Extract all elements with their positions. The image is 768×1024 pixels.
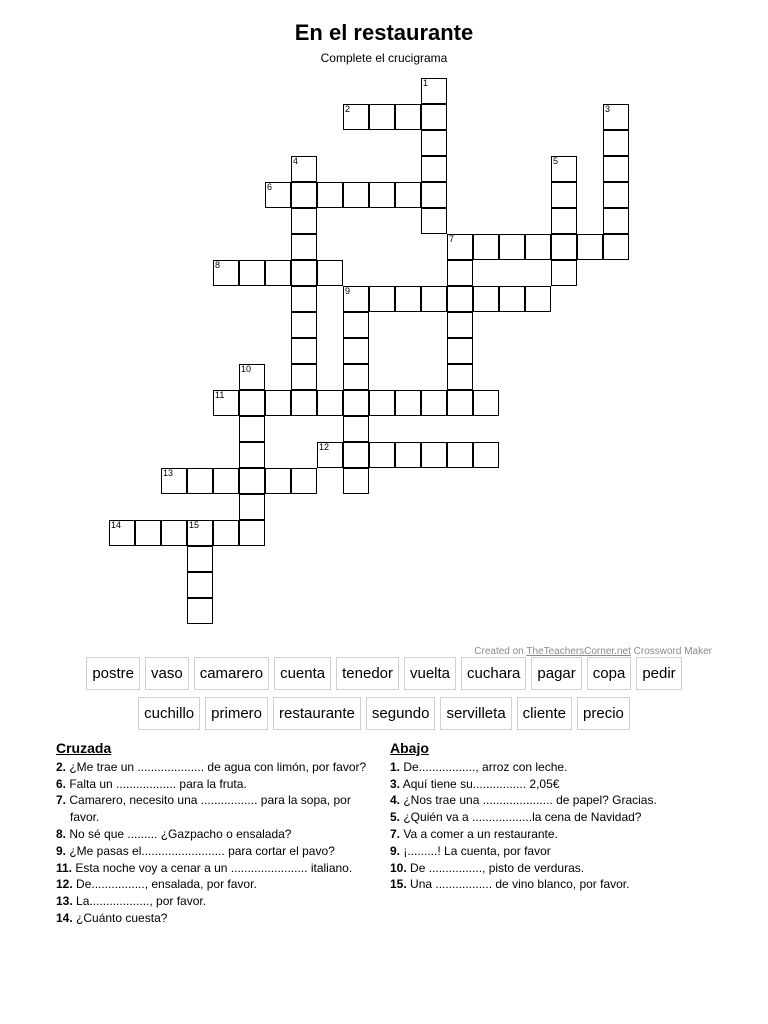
crossword-cell[interactable] bbox=[473, 390, 499, 416]
clue-number: 15 bbox=[189, 520, 200, 530]
word-bank-item: cuenta bbox=[274, 657, 331, 690]
down-clue bbox=[390, 876, 710, 893]
crossword-cell[interactable] bbox=[603, 156, 629, 182]
credit-prefix: Created on bbox=[474, 646, 527, 657]
across-heading: Cruzada bbox=[56, 740, 112, 756]
crossword-cell[interactable] bbox=[447, 234, 473, 260]
crossword-cell[interactable] bbox=[265, 468, 291, 494]
crossword-cell[interactable] bbox=[421, 442, 447, 468]
crossword-cell[interactable] bbox=[265, 260, 291, 286]
crossword-cell[interactable] bbox=[473, 234, 499, 260]
word-bank-item: segundo bbox=[366, 697, 436, 730]
crossword-cell[interactable] bbox=[343, 312, 369, 338]
crossword-cell[interactable] bbox=[161, 520, 187, 546]
crossword-cell[interactable] bbox=[447, 260, 473, 286]
clue-number: 5 bbox=[553, 156, 559, 166]
crossword-cell[interactable] bbox=[369, 104, 395, 130]
crossword-cell[interactable] bbox=[291, 182, 317, 208]
crossword-cell[interactable] bbox=[187, 468, 213, 494]
clue-number: 6 bbox=[267, 182, 273, 192]
clue-number-label: 4. bbox=[390, 793, 401, 808]
crossword-cell[interactable] bbox=[343, 104, 369, 130]
down-clue bbox=[390, 826, 710, 843]
word-bank-row-2 bbox=[0, 697, 768, 730]
across-clue bbox=[56, 893, 378, 910]
crossword-cell[interactable] bbox=[343, 442, 369, 468]
clue-number-label: 8. bbox=[56, 826, 67, 841]
page-title: En el restaurante bbox=[294, 20, 474, 45]
crossword-cell[interactable] bbox=[447, 312, 473, 338]
clue-number: 2 bbox=[345, 104, 351, 114]
crossword-cell[interactable] bbox=[291, 312, 317, 338]
crossword-cell[interactable] bbox=[421, 104, 447, 130]
word-bank-item: cuchara bbox=[461, 657, 526, 690]
clue-number-label: 11. bbox=[56, 860, 73, 875]
crossword-cell[interactable] bbox=[603, 182, 629, 208]
crossword-cell[interactable] bbox=[291, 390, 317, 416]
clue-number: 7 bbox=[449, 234, 455, 244]
crossword-cell[interactable] bbox=[369, 286, 395, 312]
clue-number-label: 14. bbox=[56, 910, 73, 925]
crossword-cell[interactable] bbox=[239, 260, 265, 286]
crossword-cell[interactable] bbox=[421, 286, 447, 312]
crossword-cell[interactable] bbox=[447, 390, 473, 416]
clue-number: 3 bbox=[605, 104, 611, 114]
crossword-cell[interactable] bbox=[395, 286, 421, 312]
crossword-cell[interactable] bbox=[343, 286, 369, 312]
crossword-cell[interactable] bbox=[343, 416, 369, 442]
word-bank-item: camarero bbox=[194, 657, 269, 690]
across-clue bbox=[56, 860, 378, 877]
clue-text: ¡.........! La cuenta, por favor bbox=[400, 843, 551, 858]
crossword-cell[interactable] bbox=[577, 234, 603, 260]
clue-number: 13 bbox=[163, 468, 174, 478]
crossword-cell[interactable] bbox=[239, 390, 265, 416]
clue-number-label: 7. bbox=[390, 826, 401, 841]
clue-number-label: 12. bbox=[56, 877, 73, 892]
credit-link[interactable]: TheTeachersCorner.net bbox=[526, 646, 631, 657]
crossword-cell[interactable] bbox=[109, 520, 135, 546]
crossword-cell[interactable] bbox=[551, 156, 577, 182]
clue-number: 9 bbox=[345, 286, 351, 296]
crossword-cell[interactable] bbox=[187, 598, 213, 624]
clue-number-label: 2. bbox=[56, 759, 67, 774]
crossword-cell[interactable] bbox=[421, 390, 447, 416]
across-clue-list bbox=[56, 759, 378, 927]
crossword-cell[interactable] bbox=[343, 468, 369, 494]
crossword-cell[interactable] bbox=[369, 442, 395, 468]
down-clues bbox=[390, 740, 710, 893]
crossword-cell[interactable] bbox=[161, 468, 187, 494]
clue-number-label: 5. bbox=[390, 810, 401, 825]
crossword-cell[interactable] bbox=[369, 390, 395, 416]
crossword-cell[interactable] bbox=[473, 442, 499, 468]
crossword-cell[interactable] bbox=[525, 286, 551, 312]
crossword-cell[interactable] bbox=[499, 286, 525, 312]
crossword-cell[interactable] bbox=[395, 390, 421, 416]
crossword-cell[interactable] bbox=[343, 182, 369, 208]
clue-text: No sé que ......... ¿Gazpacho o ensalada? bbox=[66, 826, 292, 841]
crossword-cell[interactable] bbox=[187, 520, 213, 546]
crossword-cell[interactable] bbox=[213, 520, 239, 546]
across-clue bbox=[56, 792, 378, 826]
down-clue bbox=[390, 809, 710, 826]
word-bank-item: postre bbox=[86, 657, 140, 690]
crossword-cell[interactable] bbox=[213, 260, 239, 286]
down-clue bbox=[390, 843, 710, 860]
crossword-cell[interactable] bbox=[603, 130, 629, 156]
crossword-cell[interactable] bbox=[343, 364, 369, 390]
clue-text: La.................., por favor. bbox=[72, 894, 207, 909]
crossword-cell[interactable] bbox=[265, 182, 291, 208]
crossword-cell[interactable] bbox=[395, 442, 421, 468]
clue-number-label: 9. bbox=[56, 843, 67, 858]
clue-number-label: 9. bbox=[390, 843, 401, 858]
crossword-cell[interactable] bbox=[603, 208, 629, 234]
crossword-cell[interactable] bbox=[421, 182, 447, 208]
crossword-cell[interactable] bbox=[551, 208, 577, 234]
crossword-cell[interactable] bbox=[317, 182, 343, 208]
across-clue bbox=[56, 826, 378, 843]
crossword-cell[interactable] bbox=[239, 442, 265, 468]
clue-text: ¿Cuánto cuesta? bbox=[72, 910, 168, 925]
crossword-cell[interactable] bbox=[317, 442, 343, 468]
crossword-cell[interactable] bbox=[187, 546, 213, 572]
down-clue bbox=[390, 776, 710, 793]
crossword-cell[interactable] bbox=[551, 260, 577, 286]
crossword-cell[interactable] bbox=[421, 156, 447, 182]
word-bank-item: pedir bbox=[636, 657, 681, 690]
crossword-cell[interactable] bbox=[551, 182, 577, 208]
clue-text: Esta noche voy a cenar a un ....................... italiano. bbox=[72, 860, 353, 875]
crossword-cell[interactable] bbox=[395, 104, 421, 130]
crossword-cell[interactable] bbox=[291, 468, 317, 494]
clue-text: ¿Nos trae una ..................... de papel? Gracias. bbox=[400, 793, 657, 808]
down-clue bbox=[390, 759, 710, 776]
clue-number-label: 1. bbox=[390, 759, 401, 774]
clue-text: Falta un .................. para la fruta. bbox=[66, 776, 247, 791]
crossword-cell[interactable] bbox=[213, 390, 239, 416]
word-bank-item: cuchillo bbox=[138, 697, 200, 730]
clue-text: De................, ensalada, por favor. bbox=[72, 877, 257, 892]
word-bank-item: servilleta bbox=[440, 697, 511, 730]
clue-text: ¿Me trae un .................... de agua con limón, por favor? bbox=[66, 759, 367, 774]
word-bank-row-1 bbox=[0, 657, 768, 690]
crossword-cell[interactable] bbox=[187, 572, 213, 598]
crossword-cell[interactable] bbox=[447, 338, 473, 364]
crossword-cell[interactable] bbox=[239, 416, 265, 442]
crossword-cell[interactable] bbox=[395, 182, 421, 208]
crossword-cell[interactable] bbox=[239, 468, 265, 494]
word-bank-item: vuelta bbox=[404, 657, 456, 690]
clue-text: Una ................. de vino blanco, por favor. bbox=[406, 877, 630, 892]
crossword-cell[interactable] bbox=[291, 286, 317, 312]
across-clue bbox=[56, 759, 378, 776]
crossword-cell[interactable] bbox=[421, 78, 447, 104]
crossword-cell[interactable] bbox=[421, 130, 447, 156]
clue-number-label: 10. bbox=[390, 860, 407, 875]
word-bank-item: precio bbox=[577, 697, 630, 730]
crossword-cell[interactable] bbox=[343, 338, 369, 364]
crossword-cell[interactable] bbox=[265, 390, 291, 416]
crossword-cell[interactable] bbox=[291, 156, 317, 182]
crossword-cell[interactable] bbox=[239, 364, 265, 390]
crossword-cell[interactable] bbox=[239, 494, 265, 520]
clue-number: 12 bbox=[319, 442, 330, 452]
clue-text: Aquí tiene su................ 2,05€ bbox=[400, 776, 560, 791]
down-clue-list bbox=[390, 759, 710, 893]
crossword-cell[interactable] bbox=[421, 208, 447, 234]
across-clue bbox=[56, 843, 378, 860]
word-bank-item: tenedor bbox=[336, 657, 399, 690]
crossword-cell[interactable] bbox=[369, 182, 395, 208]
clue-number: 10 bbox=[241, 364, 252, 374]
crossword-cell[interactable] bbox=[343, 390, 369, 416]
across-clue bbox=[56, 876, 378, 893]
crossword-cell[interactable] bbox=[291, 208, 317, 234]
clue-number: 11 bbox=[215, 390, 225, 400]
word-bank-item: pagar bbox=[531, 657, 581, 690]
across-clue bbox=[56, 910, 378, 927]
across-clues bbox=[56, 740, 378, 927]
clue-number: 1 bbox=[423, 78, 429, 88]
crossword-cell[interactable] bbox=[213, 468, 239, 494]
crossword-cell[interactable] bbox=[239, 520, 265, 546]
crossword-cell[interactable] bbox=[603, 104, 629, 130]
crossword-cell[interactable] bbox=[291, 234, 317, 260]
down-clue bbox=[390, 792, 710, 809]
down-clue bbox=[390, 860, 710, 877]
word-bank-item: restaurante bbox=[273, 697, 361, 730]
clue-number-label: 6. bbox=[56, 776, 67, 791]
word-bank-item: copa bbox=[587, 657, 632, 690]
down-heading: Abajo bbox=[390, 740, 429, 756]
word-bank-item: primero bbox=[205, 697, 268, 730]
crossword-cell[interactable] bbox=[473, 286, 499, 312]
credit-suffix: Crossword Maker bbox=[630, 646, 712, 657]
clue-text: De................., arroz con leche. bbox=[400, 759, 568, 774]
crossword-cell[interactable] bbox=[447, 364, 473, 390]
credit-line bbox=[474, 646, 712, 657]
crossword-cell[interactable] bbox=[317, 260, 343, 286]
across-clue bbox=[56, 776, 378, 793]
word-bank-item: cliente bbox=[517, 697, 572, 730]
page-subtitle: Complete el crucigrama bbox=[320, 51, 448, 65]
crossword-cell[interactable] bbox=[603, 234, 629, 260]
crossword-cell[interactable] bbox=[499, 234, 525, 260]
crossword-cell[interactable] bbox=[291, 260, 317, 286]
crossword-cell[interactable] bbox=[135, 520, 161, 546]
crossword-cell[interactable] bbox=[291, 364, 317, 390]
crossword-cell[interactable] bbox=[525, 234, 551, 260]
crossword-cell[interactable] bbox=[291, 338, 317, 364]
clue-number: 4 bbox=[293, 156, 299, 166]
clue-number: 8 bbox=[215, 260, 221, 270]
clue-number-label: 13. bbox=[56, 894, 73, 909]
crossword-cell[interactable] bbox=[317, 390, 343, 416]
clue-number: 14 bbox=[111, 520, 122, 530]
word-bank-item: vaso bbox=[145, 657, 189, 690]
clue-text: Va a comer a un restaurante. bbox=[400, 826, 558, 841]
clue-text: ¿Quién va a ..................la cena de Navidad? bbox=[400, 810, 642, 825]
clue-text: ¿Me pasas el......................... para cortar el pavo? bbox=[66, 843, 335, 858]
crossword-cell[interactable] bbox=[551, 234, 577, 260]
clue-text: Camarero, necesito una ................. para la sopa, por favor. bbox=[66, 793, 351, 825]
clue-number-label: 15. bbox=[390, 877, 407, 892]
clue-text: De ................, pisto de verduras. bbox=[406, 860, 585, 875]
clue-number-label: 3. bbox=[390, 776, 401, 791]
crossword-cell[interactable] bbox=[447, 442, 473, 468]
crossword-cell[interactable] bbox=[447, 286, 473, 312]
clue-number-label: 7. bbox=[56, 793, 67, 808]
